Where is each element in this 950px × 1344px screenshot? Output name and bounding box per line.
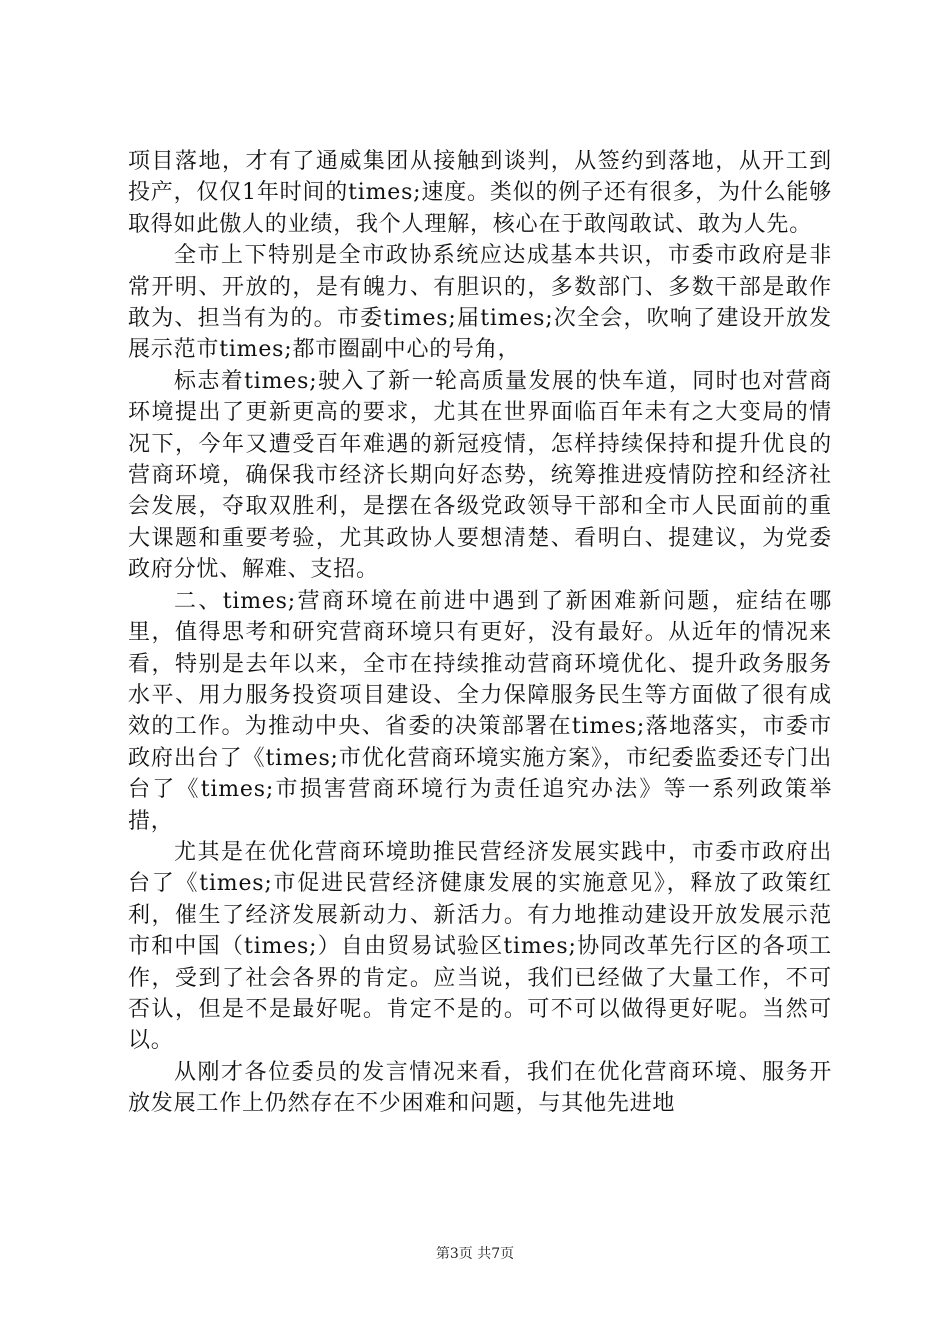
- paragraph: 全市上下特别是全市政协系统应达成基本共识，市委市政府是非常开明、开放的，是有魄力、有胆识的，多数部门、多数干部是敢作敢为、担当有为的。市委times;届times;次全会，吹响了建设开放发展示范市times;都市圈副中心的号角，: [128, 243, 832, 363]
- document-body: [128, 146, 832, 1120]
- paragraph: 项目落地，才有了通威集团从接触到谈判，从签约到落地，从开工到投产，仅仅1年时间的times;速度。类似的例子还有很多，为什么能够取得如此傲人的业绩，我个人理解，核心在于敢闯敢试、敢为人先。: [128, 149, 832, 237]
- paragraph: 二、times;营商环境在前进中遇到了新困难新问题，症结在哪里，值得思考和研究营商环境只有更好，没有最好。从近年的情况来看，特别是去年以来，全市在持续推动营商环境优化、提升政务服务水平、用力服务投资项目建设、全力保障服务民生等方面做了很有成效的工作。为推动中央、省委的决策部署在times;落地落实，市委市政府出台了《times;市优化营商环境实施方案》，市纪委监委还专门出台了《times;市损害营商环境行为责任追究办法》等一系列政策举措，: [128, 588, 832, 834]
- page-number-footer: 第3页 共7页: [435, 1246, 515, 1262]
- paragraph: 标志着times;驶入了新一轮高质量发展的快车道，同时也对营商环境提出了更新更高的要求，尤其在世界面临百年未有之大变局的情况下，今年又遭受百年难遇的新冠疫情，怎样持续保持和提升优良的营商环境，确保我市经济长期向好态势，统筹推进疫情防控和经济社会发展，夺取双胜利，是摆在各级党政领导干部和全市人民面前的重大课题和重要考验，尤其政协人要想清楚、看明白、提建议，为党委政府分忧、解难、支招。: [128, 368, 832, 583]
- paragraph: 尤其是在优化营商环境助推民营经济发展实践中，市委市政府出台了《times;市促进民营经济健康发展的实施意见》，释放了政策红利，催生了经济发展新动力、新活力。有力地推动建设开放发展示范市和中国（times;）自由贸易试验区times;协同改革先行区的各项工作，受到了社会各界的肯定。应当说，我们已经做了大量工作，不可否认，但是不是最好呢。肯定不是的。可不可以做得更好呢。当然可以。: [128, 839, 832, 1054]
- paragraph: 从刚才各位委员的发言情况来看，我们在优化营商环境、服务开放发展工作上仍然存在不少困难和问题，与其他先进地: [128, 1059, 832, 1117]
